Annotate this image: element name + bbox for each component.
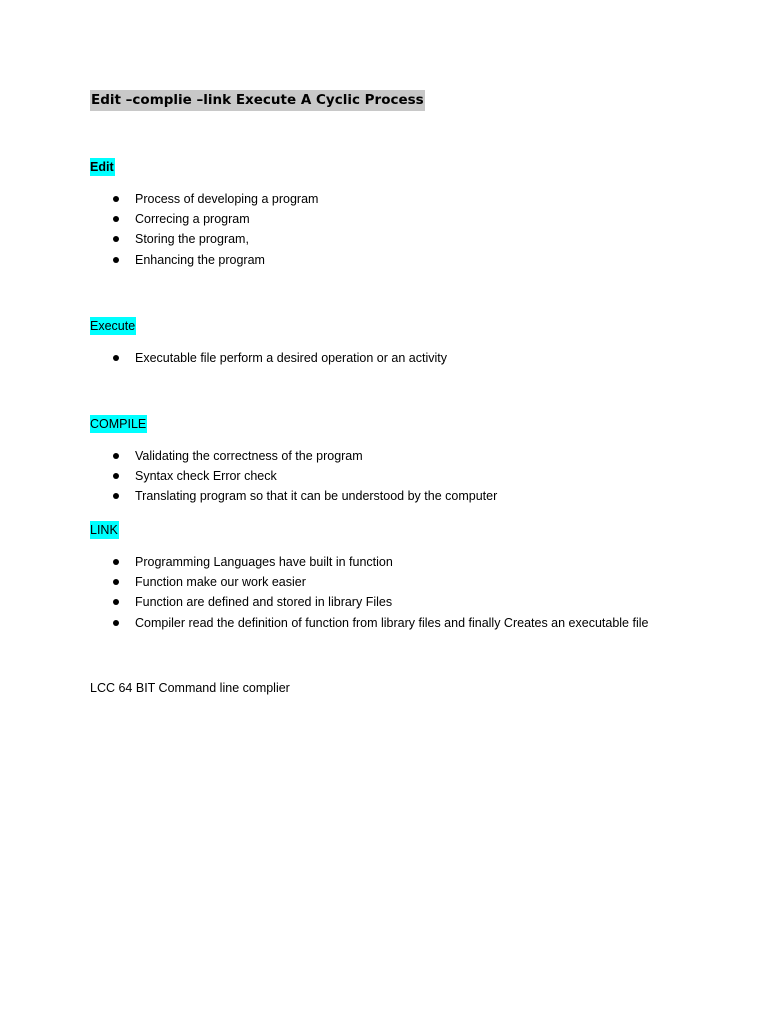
list-item (0, 572, 648, 592)
section-heading-link: LINK (90, 523, 118, 537)
list-item (0, 209, 318, 229)
list-item-text: Function make our work easier (135, 575, 306, 590)
bullet-icon (113, 493, 119, 499)
link-bullet-list (0, 552, 648, 633)
list-item-text: Validating the correctness of the program (135, 449, 363, 463)
list-item (0, 466, 497, 486)
list-item (0, 250, 318, 270)
bullet-icon (113, 473, 119, 479)
list-item (0, 229, 318, 249)
list-item-text: Correcing a program (135, 212, 250, 227)
bullet-icon (113, 620, 119, 626)
list-item-text: Programming Languages have built in function (135, 555, 393, 569)
list-item-text: Enhancing the program (135, 252, 265, 267)
list-item (0, 189, 318, 209)
bullet-icon (113, 196, 119, 202)
list-item (0, 613, 648, 633)
list-item (0, 592, 648, 612)
bullet-icon (113, 257, 119, 263)
bullet-icon (113, 599, 119, 605)
execute-bullet-list (0, 348, 447, 368)
footer-note: LCC 64 BIT Command line complier (90, 681, 290, 695)
list-item-text: Executable file perform a desired operation or an activity (135, 351, 447, 365)
list-item-text: Compiler read the definition of function from library files and finally Creates an executable file (135, 615, 649, 630)
section-heading-compile: COMPILE (90, 417, 147, 431)
list-item (0, 348, 447, 368)
section-heading-execute: Execute (90, 319, 136, 333)
document-title: Edit –complie –link Execute A Cyclic Process (90, 90, 425, 111)
list-item-text: Syntax check Error check (135, 469, 277, 484)
list-item (0, 446, 497, 466)
list-item (0, 486, 497, 506)
bullet-icon (113, 453, 119, 459)
list-item-text: Process of developing a program (135, 192, 319, 206)
bullet-icon (113, 355, 119, 361)
bullet-icon (113, 216, 119, 222)
bullet-icon (113, 236, 119, 242)
list-item-text: Storing the program, (135, 232, 249, 247)
list-item (0, 552, 648, 572)
bullet-icon (113, 579, 119, 585)
edit-bullet-list (0, 189, 318, 270)
list-item-text: Function are defined and stored in library Files (135, 595, 393, 610)
compile-bullet-list (0, 446, 497, 507)
list-item-text: Translating program so that it can be understood by the computer (135, 489, 498, 504)
section-heading-edit: Edit (90, 160, 114, 174)
bullet-icon (113, 559, 119, 565)
